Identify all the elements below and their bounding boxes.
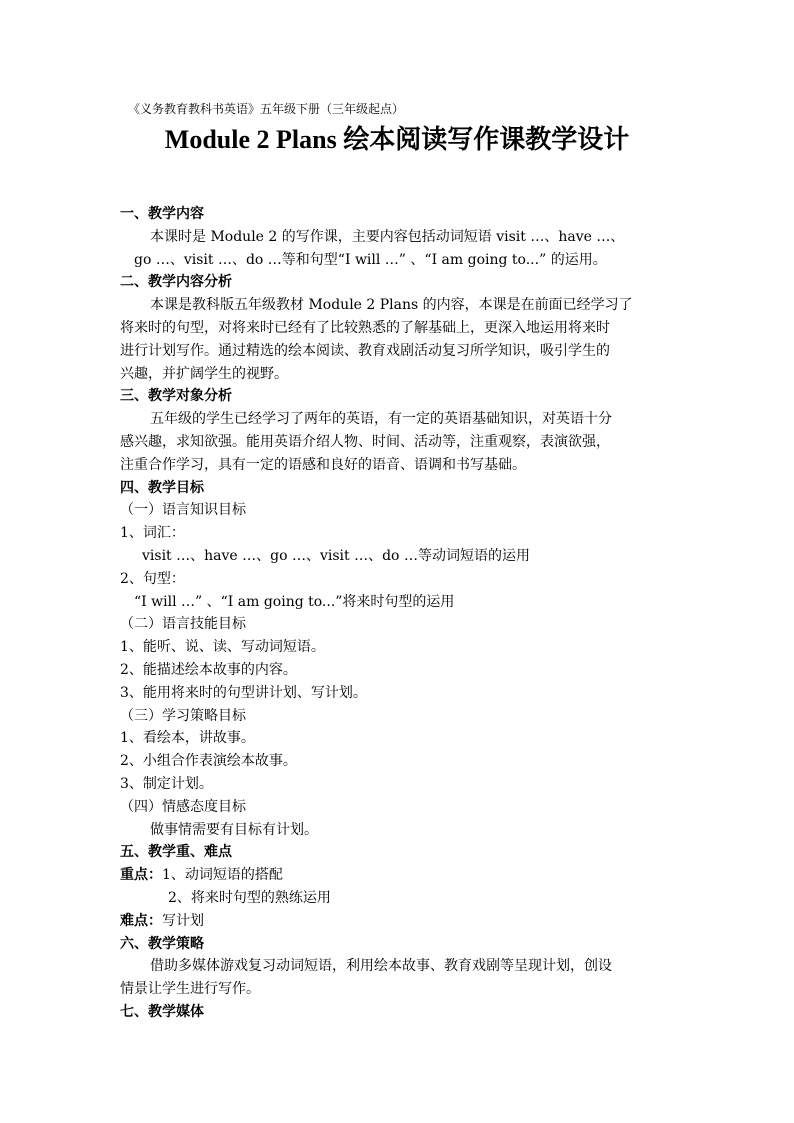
paragraph-line: 将来时的句型，对将来时已经有了比较熟悉的了解基础上，更深入地运用将来时 (120, 319, 610, 336)
objective-item: 3、制定计划。 (120, 775, 213, 792)
key-point-label: 重点： (120, 867, 162, 884)
key-point-row (120, 864, 680, 887)
section-heading-objectives: 四、教学目标 (120, 479, 204, 496)
key-point-item: 2、将来时句型的熟练运用 (168, 889, 331, 906)
section-heading-content-analysis: 二、教学内容分析 (120, 274, 232, 291)
section-heading-strategy: 六、教学策略 (120, 935, 204, 952)
objective-group-heading: （三）学习策略目标 (120, 707, 246, 724)
document-title: Module 2 Plans 绘本阅读写作课教学设计 (164, 125, 630, 154)
document-subtitle: 《义务教育教科书英语》五年级下册（三年级起点） (128, 102, 405, 116)
difficulty-label: 难点： (120, 912, 162, 929)
key-point-item: 1、动词短语的搭配 (162, 867, 283, 884)
paragraph-line: 感兴趣，求知欲强。能用英语介绍人物、时间、活动等，注重观察，表演欲强， (120, 433, 610, 450)
objective-detail: “I will …” 、“I am going to...”将来时句型的运用 (134, 593, 455, 610)
paragraph-line: 进行计划写作。通过精选的绘本阅读、教育戏剧活动复习所学知识，吸引学生的 (120, 342, 610, 359)
objective-detail: 做事情需要有目标有计划。 (150, 821, 318, 838)
paragraph-line: 兴趣，并扩阔学生的视野。 (120, 365, 288, 382)
paragraph-line: go …、visit …、do …等和句型“I will …” 、“I am going to...” 的运用。 (134, 251, 607, 268)
difficulty-row (120, 910, 680, 933)
paragraph-line: 注重合作学习，具有一定的语感和良好的语音、语调和书写基础。 (120, 456, 526, 473)
objective-item: 1、看绘本，讲故事。 (120, 730, 255, 747)
section-heading-content: 一、教学内容 (120, 206, 204, 222)
objective-item: 1、能听、说、读、写动词短语。 (120, 639, 325, 656)
section-heading-media: 七、教学媒体 (120, 1003, 204, 1020)
paragraph-line: 借助多媒体游戏复习动词短语，利用绘本故事、教育戏剧等呈现计划，创设 (150, 958, 612, 975)
objective-item: 2、能描述绘本故事的内容。 (120, 661, 297, 678)
paragraph-line: 五年级的学生已经学习了两年的英语，有一定的英语基础知识，对英语十分 (150, 411, 612, 428)
section-heading-students: 三、教学对象分析 (120, 388, 232, 405)
objective-group-heading: （二）语言技能目标 (120, 616, 246, 633)
objective-item: 2、句型： (120, 570, 185, 587)
difficulty-item: 写计划 (162, 912, 204, 929)
objective-group-heading: （一）语言知识目标 (120, 502, 246, 519)
paragraph-line: 本课是教科版五年级教材 Module 2 Plans 的内容，本课是在前面已经学习了 (150, 297, 633, 314)
objective-group-heading: （四）情感态度目标 (120, 798, 246, 815)
objective-item: 3、能用将来时的句型讲计划、写计划。 (120, 684, 367, 701)
objective-item: 1、词汇： (120, 525, 185, 542)
paragraph-line: 本课时是 Module 2 的写作课，主要内容包括动词短语 visit …、have …、 (150, 228, 625, 245)
objective-detail: visit …、have …、go …、visit …、do …等动词短语的运用 (142, 547, 530, 564)
objective-item: 2、小组合作表演绘本故事。 (120, 753, 297, 770)
paragraph-line: 情景让学生进行写作。 (120, 981, 260, 998)
section-heading-key-points: 五、教学重、难点 (120, 844, 232, 861)
document-body (120, 203, 680, 1024)
